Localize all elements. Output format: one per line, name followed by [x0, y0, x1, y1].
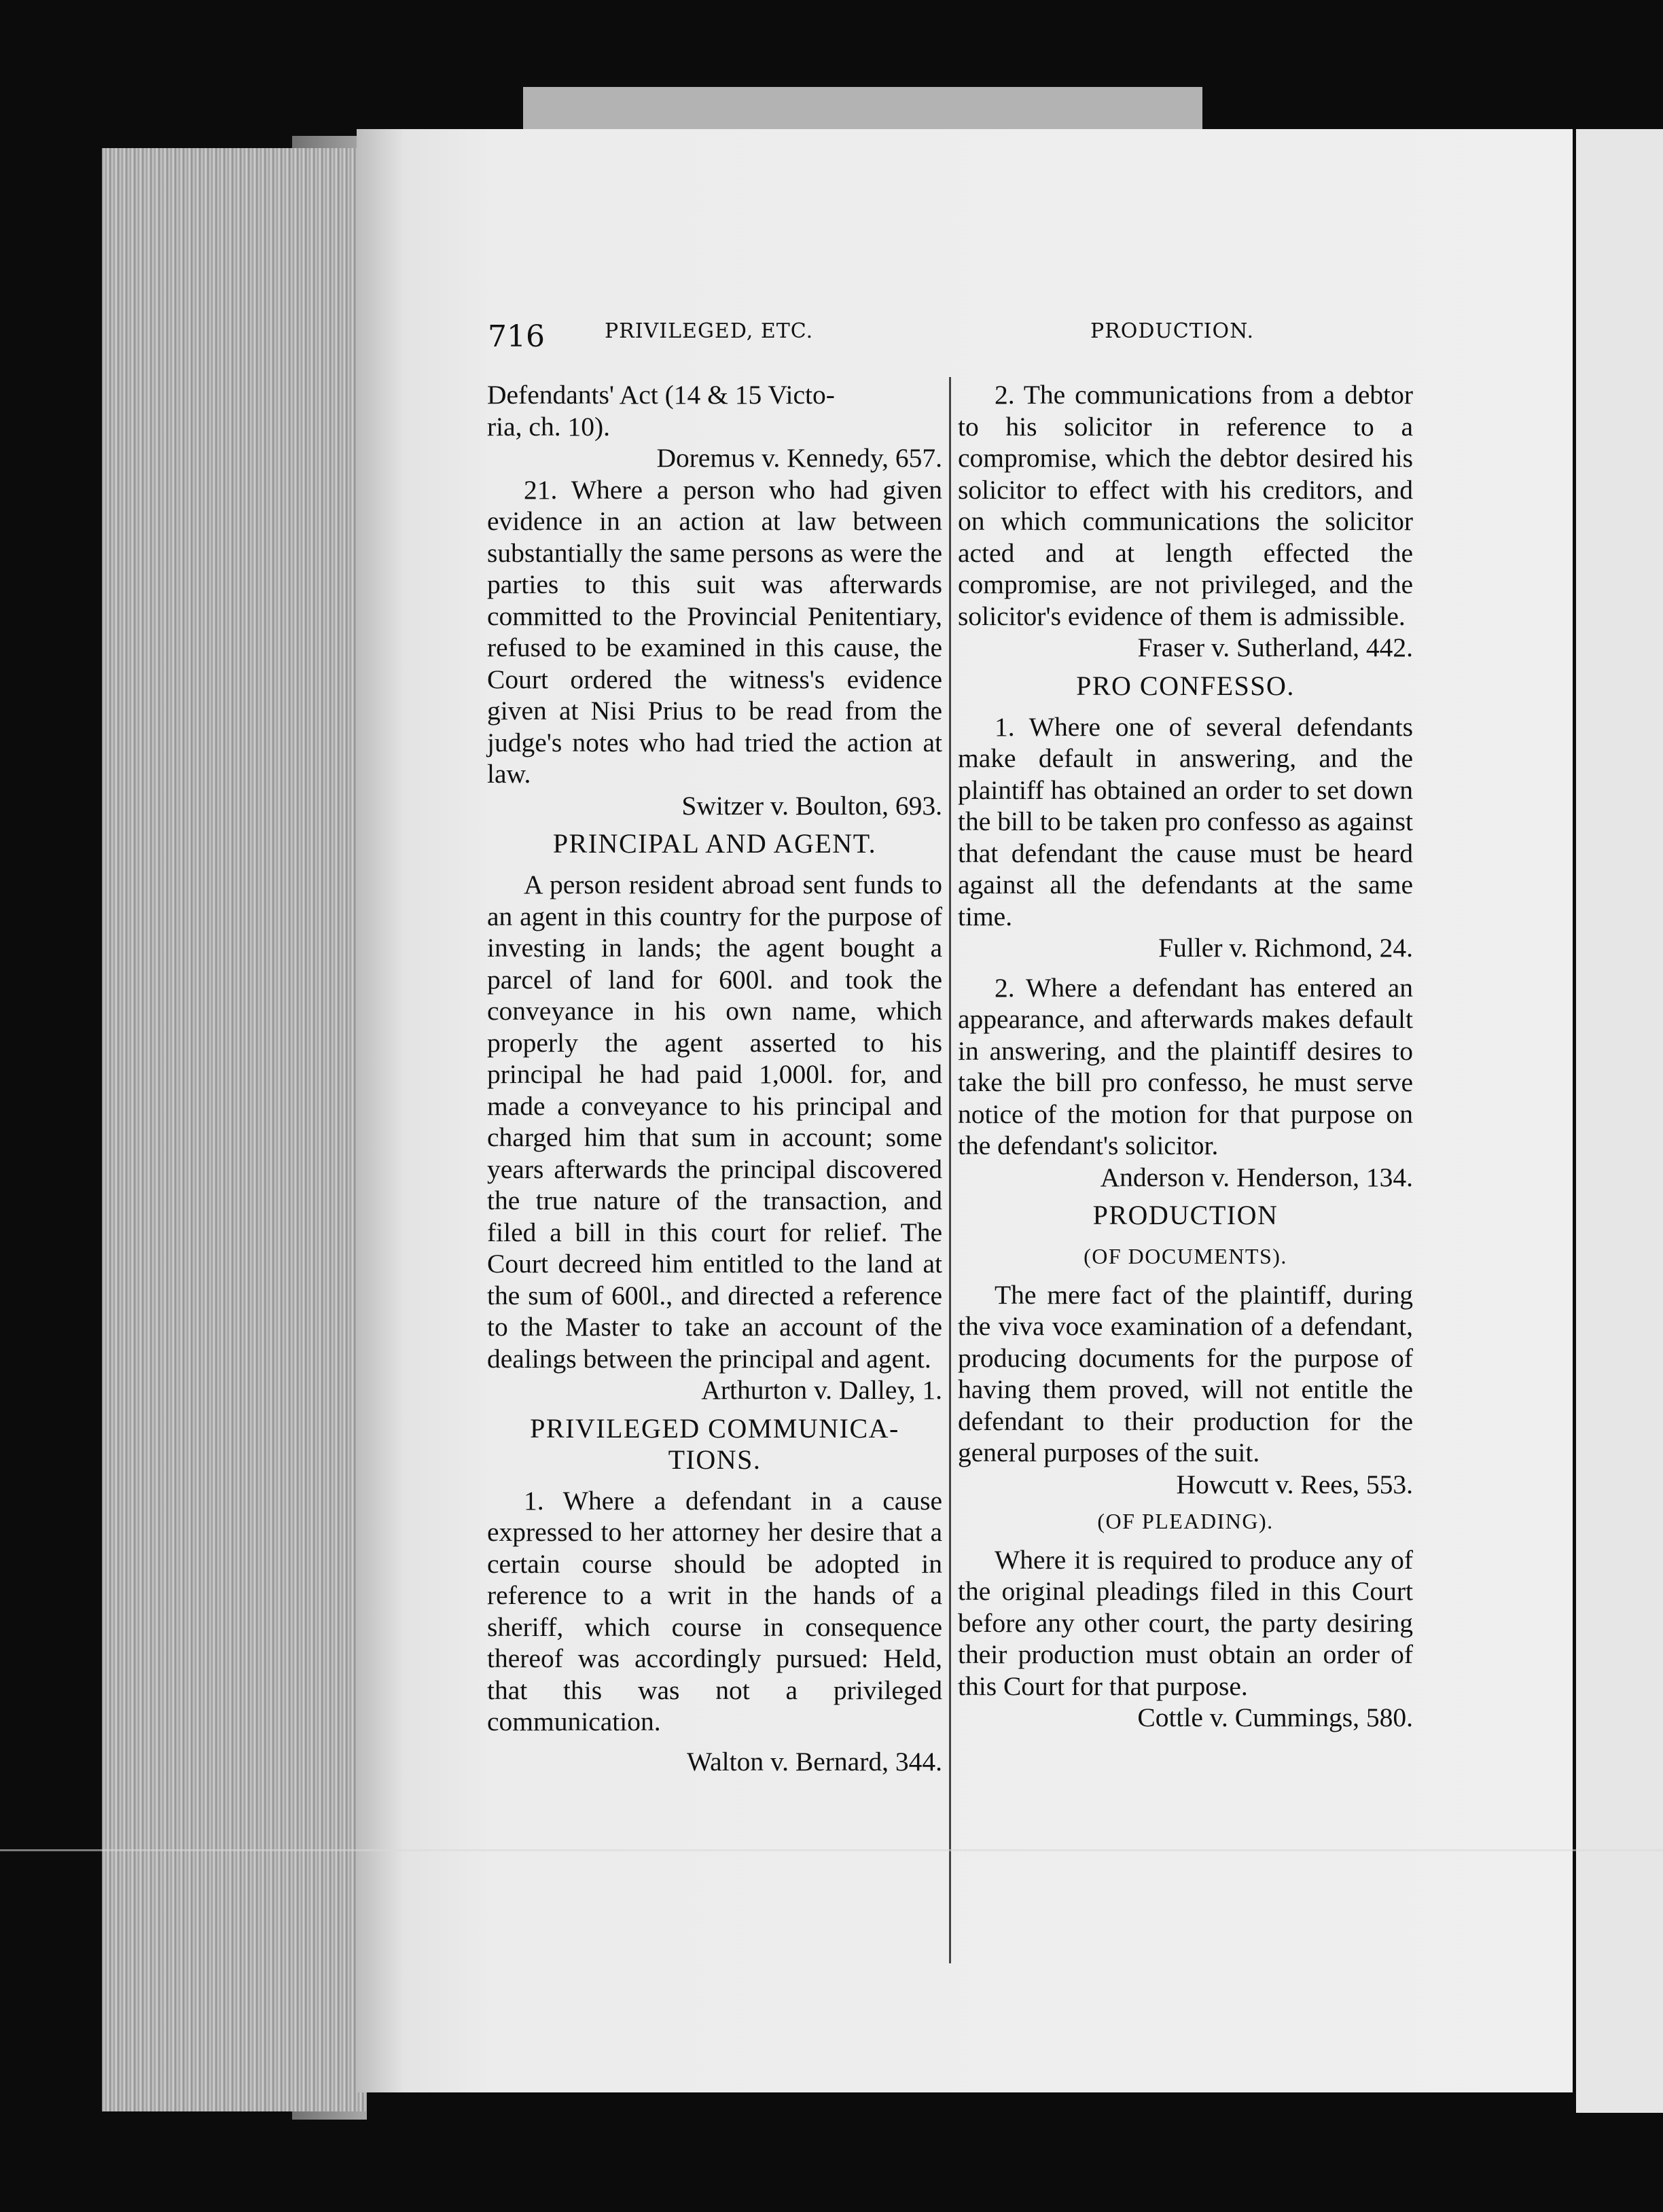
case-citation: Fuller v. Richmond, 24.	[1158, 933, 1413, 963]
case-citation: Howcutt v. Rees, 553.	[1176, 1469, 1413, 1499]
facing-page-edge	[1576, 129, 1663, 2113]
paragraph-pleading: Where it is required to produce any of the original pleadings filed in this Court before any other court, the party desiring their production must obtain an order of this Court for that purpose.	[958, 1544, 1413, 1701]
paragraph-pro-confesso-2: 2. Where a defendant has entered an appearance, and afterwards makes default in answering, and the plaintiff desires to take the bill pro confesso, he must serve notice of the motion for that purpose on the defendant's solicitor.	[958, 972, 1413, 1160]
subheading-documents: (OF DOCUMENTS).	[1084, 1244, 1287, 1268]
case-citation: Arthurton v. Dalley, 1.	[701, 1375, 942, 1405]
column-divider	[949, 377, 951, 1963]
paragraph-privileged-1: 1. Where a defendant in a cause expressed to her attorney her desire that a certain course should be adopted in reference to a writ in the hands of a sheriff, which course in consequence thereof was accordingly pursued: Held, that this was not a privileged communication.	[487, 1485, 942, 1736]
case-citation: Walton v. Bernard, 344.	[686, 1746, 942, 1777]
paragraph-pro-confesso-1: 1. Where one of several defendants make default in answering, and the plaintiff has obtained an order to set down the bill to be taken pro confesso as against that defendant the cause must be heard against all the defendants at the same time.	[958, 711, 1413, 931]
running-head-right: PRODUCTION.	[1090, 319, 1254, 343]
paragraph-21: 21. Where a person who had given evidence in an action at law between substantially the same persons as were the parties to this suit was afterwards committed to the Provincial Penitentiary, refused to be examined in this cause, the Court ordered the witness's evidence given at Nisi Prius to be read from the judge's notes who had tried the action at law.	[487, 474, 942, 789]
lead-line: ria, ch. 10).	[487, 411, 610, 442]
subheading-pleading: (OF PLEADING).	[1097, 1509, 1274, 1533]
paragraph-privileged-2: 2. The communications from a debtor to his solicitor in reference to a compromise, which the debtor desired his solicitor to effect with his creditors, and on which communications the solicitor acted and at length effected the compromise, are not privileged, and the solicitor's evidence of them is admissible.	[958, 380, 1413, 631]
case-citation: Fraser v. Sutherland, 442.	[1137, 632, 1413, 662]
case-citation: Cottle v. Cummings, 580.	[1137, 1702, 1413, 1732]
left-column	[487, 379, 942, 1777]
scan-artifact-line	[0, 1849, 1663, 1851]
paragraph-principal-agent: A person resident abroad sent funds to an agent in this country for the purpose of investing in lands; the agent bought a parcel of land for 600l. and took the conveyance in his own name, which properly the agent asserted to his principal he had paid 1,000l. for, and made a conveyance to his principal and charged him that sum in account; some years afterwards the principal discovered the true nature of the transaction, and filed a bill in this court for relief. The Court decreed him entitled to the land at the sum of 600l., and directed a reference to the Master to take an account of the dealings between the principal and agent.	[487, 870, 942, 1374]
running-head-left: PRIVILEGED, ETC.	[605, 319, 814, 343]
book-page-edges	[102, 148, 367, 2111]
section-heading-pro-confesso: PRO CONFESSO.	[1076, 670, 1295, 701]
page-number: 716	[488, 319, 545, 354]
right-column	[958, 379, 1413, 1734]
section-heading-privileged: PRIVILEGED COMMUNICA-	[530, 1412, 899, 1444]
paragraph-documents: The mere fact of the plaintiff, during the viva voce examination of a defendant, producing documents for the purpose of having them proved, will not entitle the defendant to their production for the general purposes of the suit.	[958, 1279, 1413, 1467]
section-heading-principal-agent: PRINCIPAL AND AGENT.	[552, 828, 877, 859]
case-citation: Anderson v. Henderson, 134.	[1100, 1162, 1413, 1192]
section-heading-privileged-cont: TIONS.	[668, 1444, 762, 1475]
section-heading-production: PRODUCTION	[1092, 1200, 1278, 1230]
case-citation: Switzer v. Boulton, 693.	[681, 790, 942, 821]
lead-line: Defendants' Act (14 & 15 Victo-	[487, 380, 835, 410]
case-citation: Doremus v. Kennedy, 657.	[656, 443, 942, 473]
